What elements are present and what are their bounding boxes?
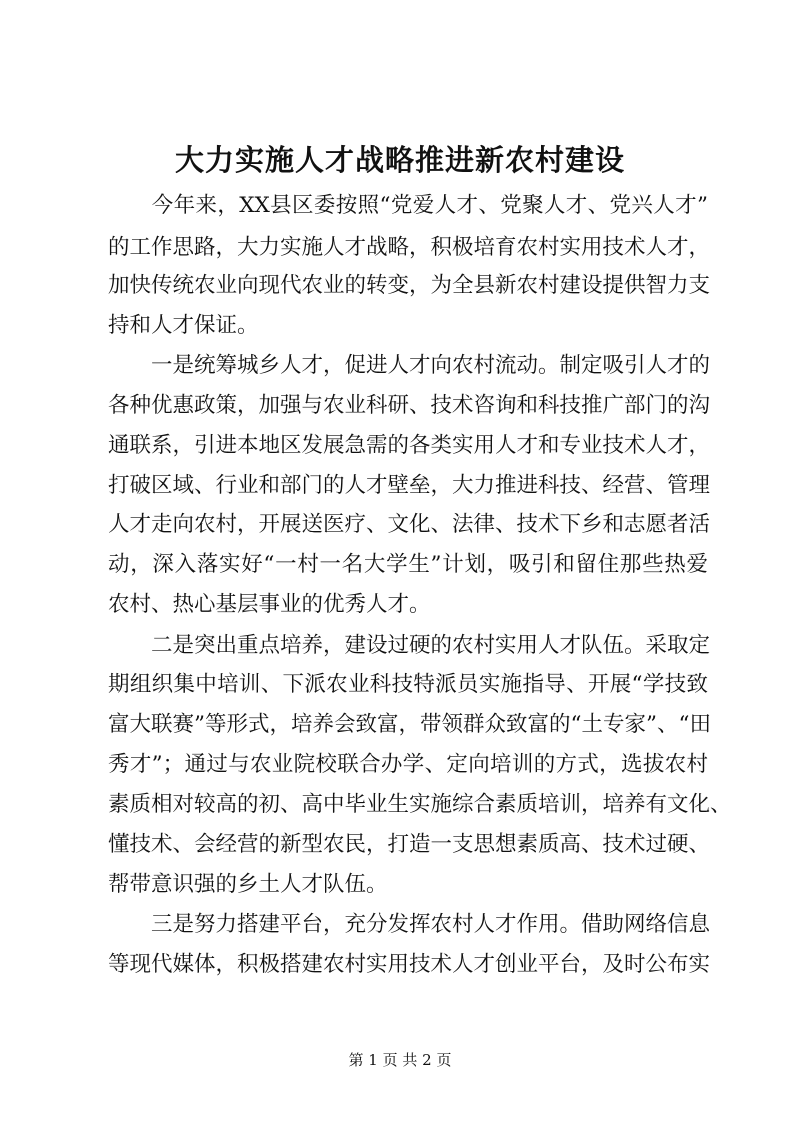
body-line: 人才走向农村，开展送医疗、文化、法律、技术下乡和志愿者活 <box>108 512 711 537</box>
body-line: 素质相对较高的初、高中毕业生实施综合素质培训，培养有文化、 <box>108 792 732 817</box>
body-line: 秀才”；通过与农业院校联合办学、定向培训的方式，选拔农村 <box>108 752 708 777</box>
body-line: 二是突出重点培养，建设过硬的农村实用人才队伍。采取定 <box>108 633 711 658</box>
body-line: 一是统筹城乡人才，促进人才向农村流动。制定吸引人才的 <box>108 353 711 378</box>
body-line: 各种优惠政策，加强与农业科研、技术咨询和科技推广部门的沟 <box>108 393 711 418</box>
body-line: 农村、热心基层事业的优秀人才。 <box>108 592 431 617</box>
body-line: 等现代媒体，积极搭建农村实用技术人才创业平台，及时公布实 <box>108 952 711 977</box>
document-title: 大力实施人才战略推进新农村建设 <box>174 143 625 177</box>
body-line: 三是努力搭建平台，充分发挥农村人才作用。借助网络信息 <box>108 912 711 937</box>
body-line: 的工作思路，大力实施人才战略，积极培育农村实用技术人才， <box>108 235 711 260</box>
body-line: 帮带意识强的乡土人才队伍。 <box>108 872 388 897</box>
body-line: 懂技术、会经营的新型农民，打造一支思想素质高、技术过硬、 <box>108 832 711 857</box>
body-line: 持和人才保证。 <box>108 313 259 338</box>
body-line: 动，深入落实好“一村一名大学生”计划，吸引和留住那些热爱 <box>108 552 708 577</box>
body-line: 加快传统农业向现代农业的转变，为全县新农村建设提供智力支 <box>108 273 711 298</box>
body-line: 富大联赛”等形式，培养会致富，带领群众致富的“土专家”、“田 <box>108 712 711 737</box>
body-line: 打破区域、行业和部门的人才壁垒，大力推进科技、经营、管理 <box>108 473 711 498</box>
body-line: 期组织集中培训、下派农业科技特派员实施指导、开展“学技致 <box>108 672 708 697</box>
body-line: 今年来，XX县区委按照“党爱人才、党聚人才、党兴人才” <box>108 193 708 218</box>
page-footer: 第 1 页 共 2 页 <box>348 1051 452 1069</box>
body-line: 通联系，引进本地区发展急需的各类实用人才和专业技术人才， <box>108 433 711 458</box>
